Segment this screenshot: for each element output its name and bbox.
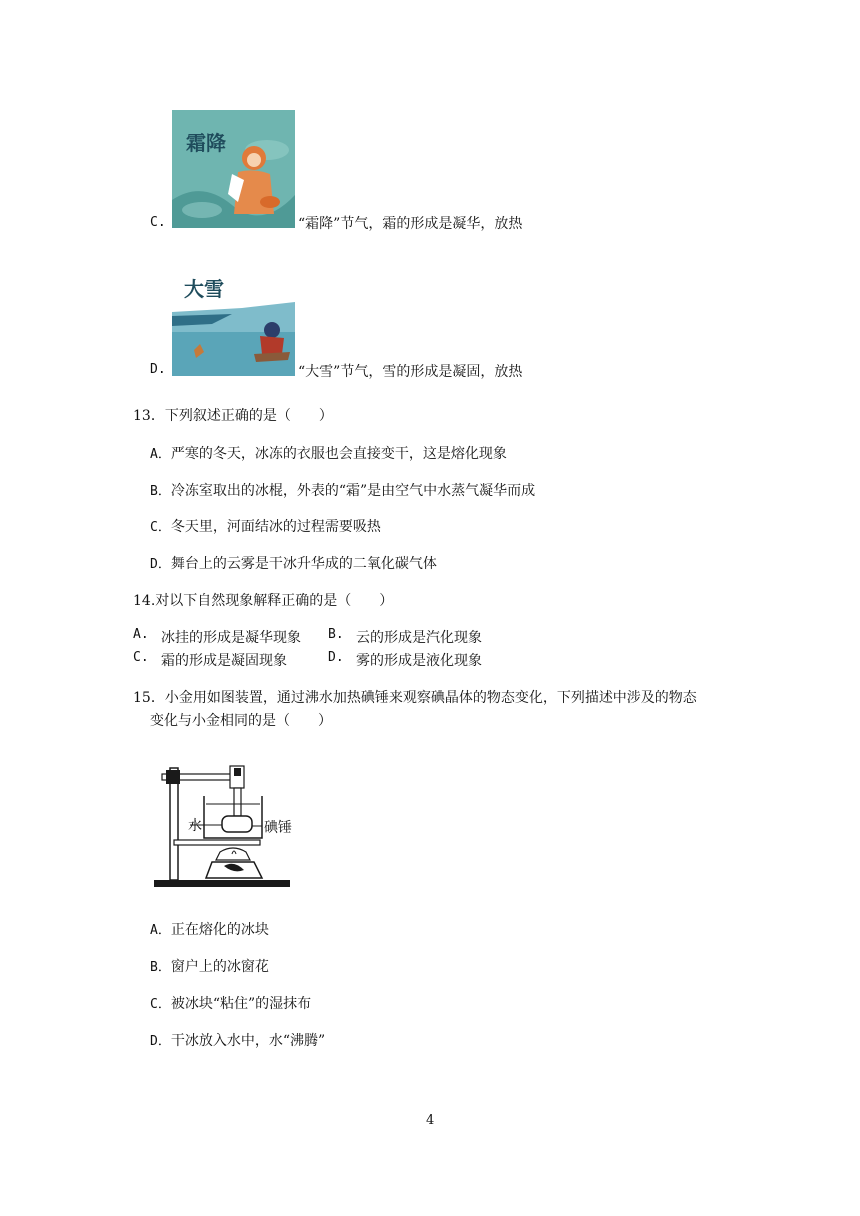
q13-option-d xyxy=(150,553,437,573)
iodine-hammer xyxy=(222,816,252,832)
q13-stem: 13．下列叙述正确的是（ ） xyxy=(133,408,333,424)
q15-option-b-text: 窗户上的冰窗花 xyxy=(170,959,269,975)
q15-option-c-text: 被冰块“粘住”的湿抹布 xyxy=(170,996,312,1012)
q15-option-a xyxy=(150,919,269,939)
q12-option-d-text: “大雪”节气，雪的形成是凝固，放热 xyxy=(298,364,523,380)
q15-option-d-text: 干冰放入水中，水“沸腾” xyxy=(170,1033,326,1049)
q15-option-b xyxy=(150,956,269,976)
q13-option-c-label: C． xyxy=(150,520,171,535)
q14-option-a-label: A. xyxy=(133,627,149,642)
q15-option-c xyxy=(150,993,311,1013)
q13-option-c xyxy=(150,516,381,536)
q13-option-a-label: A． xyxy=(150,447,171,462)
q14-option-c-label: C. xyxy=(133,650,149,665)
page-number: 4 xyxy=(426,1113,435,1128)
q13-option-a xyxy=(150,443,507,463)
q15-option-a-label: A． xyxy=(150,923,171,938)
q14-option-b-label: B. xyxy=(328,627,344,642)
major-snow-illustration xyxy=(172,272,295,376)
q14-option-c-text: 霜的形成是凝固现象 xyxy=(161,653,287,669)
q13-option-b-label: B． xyxy=(150,484,171,499)
q14-option-b-text: 云的形成是汽化现象 xyxy=(356,630,482,646)
q13-option-b-text: 冷冻室取出的冰棍，外表的“霜”是由空气中水蒸气凝华而成 xyxy=(170,483,536,499)
stand-base xyxy=(154,880,290,887)
frost-descent-title: 霜降 xyxy=(186,133,226,155)
label-iodine-hammer: 碘锤 xyxy=(264,819,292,835)
major-snow-title: 大雪 xyxy=(184,279,224,301)
q13-option-c-text: 冬天里，河面结冰的过程需要吸热 xyxy=(170,519,381,535)
q14-option-d-label: D. xyxy=(328,650,344,665)
q14-stem: 14.对以下自然现象解释正确的是（ ） xyxy=(133,593,394,609)
iodine-hammer-apparatus-figure xyxy=(150,748,310,892)
q13-option-a-text: 严寒的冬天，冰冻的衣服也会直接变干，这是熔化现象 xyxy=(170,446,507,462)
frost-descent-illustration xyxy=(172,110,295,228)
q15-option-a-text: 正在熔化的冰块 xyxy=(170,922,269,938)
label-water: 水 xyxy=(188,817,202,833)
q15-stem-line2: 变化与小金相同的是（ ） xyxy=(150,713,332,729)
q12-option-d-label: D. xyxy=(150,362,166,377)
q13-option-b xyxy=(150,480,535,500)
q14-option-a-text: 冰挂的形成是凝华现象 xyxy=(161,630,301,646)
q14-option-d-text: 雾的形成是液化现象 xyxy=(356,653,482,669)
stand-rod xyxy=(170,768,178,880)
q15-option-b-label: B． xyxy=(150,960,171,975)
q13-option-d-label: D． xyxy=(150,557,171,572)
q15-option-d xyxy=(150,1030,325,1050)
q15-option-d-label: D． xyxy=(150,1034,171,1049)
q15-stem-line1: 15．小金用如图装置，通过沸水加热碘锤来观察碘晶体的物态变化，下列描述中涉及的物态 xyxy=(133,690,697,706)
alcohol-lamp xyxy=(216,848,250,860)
q12-option-c-text: “霜降”节气，霜的形成是凝华，放热 xyxy=(298,216,523,232)
q13-option-d-text: 舞台上的云雾是干冰升华成的二氧化碳气体 xyxy=(170,556,437,572)
q12-option-c-label: C. xyxy=(150,215,166,230)
q15-option-c-label: C． xyxy=(150,997,171,1012)
ring-support xyxy=(174,840,260,845)
